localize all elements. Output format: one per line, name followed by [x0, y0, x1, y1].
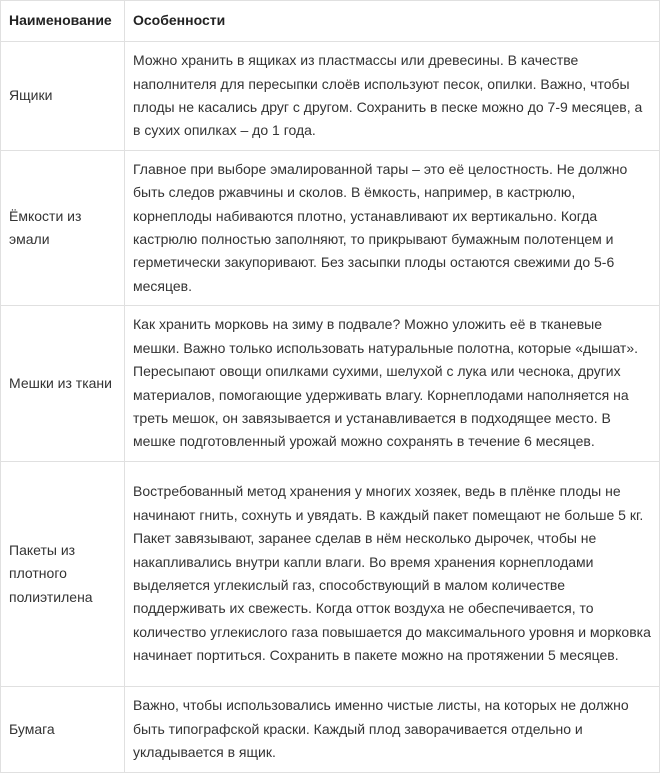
row-description: Главное при выборе эмалированной тары – это её целостность. Не должно быть следов ржавчины и сколов. В ёмкость, например, в кастрюлю, корнеплоды набиваются плотно, устанавливают их вертикально. Когда кастрюлю полностью заполняют, то прикрывают бумажным полотенцем и герметически закупоривают. Без засыпки плоды остаются свежими до 5-6 месяцев. [125, 151, 660, 306]
header-features: Особенности [125, 1, 660, 42]
table-row [1, 687, 660, 773]
row-name: Бумага [1, 687, 125, 773]
row-description: Важно, чтобы использовались именно чистые листы, на которых не должно быть типографской краски. Каждый плод заворачивается отдельно и укладывается в ящик. [125, 687, 660, 773]
table-row [1, 42, 660, 151]
row-name: Мешки из ткани [1, 306, 125, 462]
row-name: Пакеты из плотного полиэтилена [1, 462, 125, 687]
table-row [1, 462, 660, 687]
row-description: Можно хранить в ящиках из пластмассы или древесины. В качестве наполнителя для пересыпки слоёв используют песок, опилки. Важно, чтобы плоды не касались друг с другом. Сохранить в песке можно до 7-9 месяцев, а в сухих опилках – до 1 года. [125, 42, 660, 151]
row-name: Ёмкости из эмали [1, 151, 125, 306]
row-name: Ящики [1, 42, 125, 151]
table-row [1, 151, 660, 306]
table-row [1, 306, 660, 462]
header-name: Наименование [1, 1, 125, 42]
row-description: Востребованный метод хранения у многих хозяек, ведь в плёнке плоды не начинают гнить, сохнуть и увядать. В каждый пакет помещают не больше 5 кг. Пакет завязывают, заранее сделав в нём несколько дырочек, чтобы не накапливались внутри капли влаги. Во время хранения корнеплодами выделяется углекислый газ, способствующий в малом количестве поддерживать их свежесть. Когда отток воздуха не обеспечивается, то количество углекислого газа повышается до максимального уровня и морковка начинает портиться. Сохранить в пакете можно на протяжении 5 месяцев. [125, 462, 660, 687]
table-header-row [1, 1, 660, 42]
row-description: Как хранить морковь на зиму в подвале? Можно уложить её в тканевые мешки. Важно только использовать натуральные полотна, которые «дышат». Пересыпают овощи опилками сухими, шелухой с лука или чеснока, других материалов, помогающие удерживать влагу. Корнеплодами наполняется на треть мешок, он завязывается и устанавливается в подходящее место. В мешке подготовленный урожай можно сохранять в течение 6 месяцев. [125, 306, 660, 462]
